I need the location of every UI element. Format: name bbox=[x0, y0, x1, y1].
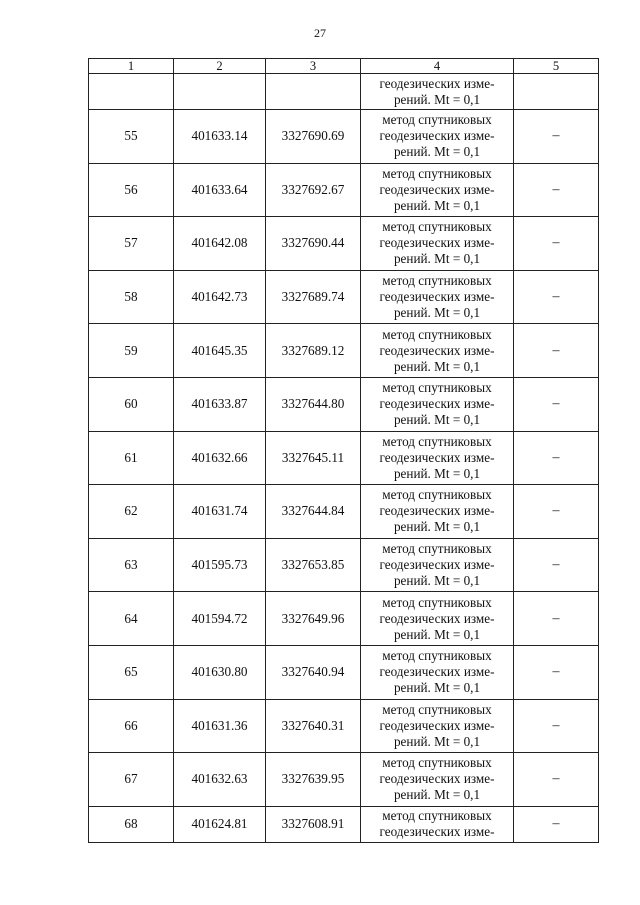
cell-col5: – bbox=[514, 431, 599, 485]
description-line: рений. Mt = 0,1 bbox=[393, 626, 481, 642]
table-row bbox=[89, 806, 599, 842]
cell-description bbox=[361, 806, 514, 842]
cell-col5: – bbox=[514, 645, 599, 699]
cell-number: 68 bbox=[89, 806, 174, 842]
cell-y: 3327690.69 bbox=[266, 110, 361, 164]
description-line: геодезических изме- bbox=[379, 824, 495, 840]
table-row bbox=[89, 753, 599, 807]
cell-col5: – bbox=[514, 217, 599, 271]
description-line: метод спутниковых bbox=[382, 594, 492, 610]
table-row bbox=[89, 699, 599, 753]
cell-y: 3327640.94 bbox=[266, 645, 361, 699]
description-line: рений. Mt = 0,1 bbox=[393, 358, 481, 374]
table-row bbox=[89, 485, 599, 539]
cell-y: 3327690.44 bbox=[266, 217, 361, 271]
column-header: 3 bbox=[266, 59, 361, 74]
cell-x: 401642.08 bbox=[174, 217, 266, 271]
continuation-row bbox=[89, 74, 599, 110]
description-line: рений. Mt = 0,1 bbox=[393, 733, 481, 749]
cell-x: 401633.14 bbox=[174, 110, 266, 164]
cell-x: 401595.73 bbox=[174, 538, 266, 592]
cell-description bbox=[361, 753, 514, 807]
coordinates-table bbox=[88, 58, 599, 843]
cell-number bbox=[89, 74, 174, 110]
table-row bbox=[89, 217, 599, 271]
description-line: геодезических изме- bbox=[379, 449, 495, 465]
cell-x: 401642.73 bbox=[174, 270, 266, 324]
cell-number: 62 bbox=[89, 485, 174, 539]
description-line: рений. Mt = 0,1 bbox=[393, 305, 481, 321]
description-line: геодезических изме- bbox=[379, 396, 495, 412]
description-line: геодезических изме- bbox=[379, 717, 495, 733]
description-line: рений. Mt = 0,1 bbox=[393, 787, 481, 803]
description-line: геодезических изме- bbox=[379, 75, 495, 91]
cell-number: 59 bbox=[89, 324, 174, 378]
description-line: геодезических изме- bbox=[379, 235, 495, 251]
cell-col5: – bbox=[514, 270, 599, 324]
cell-col5: – bbox=[514, 110, 599, 164]
cell-number: 57 bbox=[89, 217, 174, 271]
table-row bbox=[89, 431, 599, 485]
cell-number: 63 bbox=[89, 538, 174, 592]
table-row bbox=[89, 592, 599, 646]
description-line: метод спутниковых bbox=[382, 380, 492, 396]
column-header: 4 bbox=[361, 59, 514, 74]
cell-number: 58 bbox=[89, 270, 174, 324]
cell-y: 3327692.67 bbox=[266, 163, 361, 217]
cell-col5: – bbox=[514, 699, 599, 753]
description-line: геодезических изме- bbox=[379, 771, 495, 787]
column-header: 5 bbox=[514, 59, 599, 74]
description-line: метод спутниковых bbox=[382, 648, 492, 664]
description-line: рений. Mt = 0,1 bbox=[393, 144, 481, 160]
cell-y: 3327653.85 bbox=[266, 538, 361, 592]
cell-x bbox=[174, 74, 266, 110]
description-line: рений. Mt = 0,1 bbox=[393, 197, 481, 213]
cell-description bbox=[361, 699, 514, 753]
table-row bbox=[89, 163, 599, 217]
cell-x: 401632.66 bbox=[174, 431, 266, 485]
cell-number: 64 bbox=[89, 592, 174, 646]
description-line: метод спутниковых bbox=[382, 755, 492, 771]
description-line: метод спутниковых bbox=[382, 112, 492, 128]
cell-y: 3327689.12 bbox=[266, 324, 361, 378]
description-line: геодезических изме- bbox=[379, 557, 495, 573]
cell-col5: – bbox=[514, 163, 599, 217]
cell-y: 3327608.91 bbox=[266, 806, 361, 842]
cell-description bbox=[361, 645, 514, 699]
cell-description bbox=[361, 324, 514, 378]
cell-y: 3327639.95 bbox=[266, 753, 361, 807]
cell-number: 61 bbox=[89, 431, 174, 485]
cell-col5: – bbox=[514, 538, 599, 592]
cell-y: 3327644.80 bbox=[266, 377, 361, 431]
cell-number: 65 bbox=[89, 645, 174, 699]
cell-x: 401632.63 bbox=[174, 753, 266, 807]
cell-col5: – bbox=[514, 324, 599, 378]
cell-y: 3327640.31 bbox=[266, 699, 361, 753]
table-row bbox=[89, 324, 599, 378]
page-number: 27 bbox=[314, 26, 326, 40]
description-line: геодезических изме- bbox=[379, 181, 495, 197]
description-line: рений. Mt = 0,1 bbox=[393, 680, 481, 696]
description-line: метод спутниковых bbox=[382, 273, 492, 289]
cell-x: 401633.64 bbox=[174, 163, 266, 217]
cell-number: 67 bbox=[89, 753, 174, 807]
description-line: рений. Mt = 0,1 bbox=[393, 573, 481, 589]
column-header: 1 bbox=[89, 59, 174, 74]
description-line: геодезических изме- bbox=[379, 503, 495, 519]
cell-col5: – bbox=[514, 592, 599, 646]
cell-y: 3327689.74 bbox=[266, 270, 361, 324]
description-line: метод спутниковых bbox=[382, 701, 492, 717]
description-line: геодезических изме- bbox=[379, 289, 495, 305]
cell-number: 66 bbox=[89, 699, 174, 753]
cell-x: 401645.35 bbox=[174, 324, 266, 378]
cell-x: 401633.87 bbox=[174, 377, 266, 431]
table-row bbox=[89, 538, 599, 592]
table-row bbox=[89, 110, 599, 164]
cell-x: 401630.80 bbox=[174, 645, 266, 699]
description-line: метод спутниковых bbox=[382, 165, 492, 181]
cell-x: 401594.72 bbox=[174, 592, 266, 646]
cell-description bbox=[361, 163, 514, 217]
description-line: геодезических изме- bbox=[379, 664, 495, 680]
cell-col5: – bbox=[514, 485, 599, 539]
cell-description bbox=[361, 431, 514, 485]
cell-x: 401631.74 bbox=[174, 485, 266, 539]
cell-y: 3327649.96 bbox=[266, 592, 361, 646]
table-header-row bbox=[89, 59, 599, 74]
description-line: метод спутниковых bbox=[382, 326, 492, 342]
description-line: рений. Mt = 0,1 bbox=[393, 251, 481, 267]
description-line: рений. Mt = 0,1 bbox=[393, 91, 481, 107]
cell-description bbox=[361, 377, 514, 431]
description-line: метод спутниковых bbox=[382, 487, 492, 503]
table-row bbox=[89, 377, 599, 431]
column-header: 2 bbox=[174, 59, 266, 74]
description-line: геодезических изме- bbox=[379, 342, 495, 358]
cell-y bbox=[266, 74, 361, 110]
cell-description bbox=[361, 538, 514, 592]
cell-description bbox=[361, 110, 514, 164]
description-line: геодезических изме- bbox=[379, 128, 495, 144]
cell-number: 56 bbox=[89, 163, 174, 217]
cell-y: 3327644.84 bbox=[266, 485, 361, 539]
cell-description bbox=[361, 485, 514, 539]
description-line: рений. Mt = 0,1 bbox=[393, 519, 481, 535]
description-line: геодезических изме- bbox=[379, 610, 495, 626]
cell-description bbox=[361, 74, 514, 110]
cell-description bbox=[361, 592, 514, 646]
cell-x: 401631.36 bbox=[174, 699, 266, 753]
cell-number: 60 bbox=[89, 377, 174, 431]
table-row bbox=[89, 270, 599, 324]
cell-description bbox=[361, 270, 514, 324]
description-line: метод спутниковых bbox=[382, 433, 492, 449]
description-line: рений. Mt = 0,1 bbox=[393, 412, 481, 428]
cell-col5: – bbox=[514, 753, 599, 807]
cell-number: 55 bbox=[89, 110, 174, 164]
cell-description bbox=[361, 217, 514, 271]
cell-x: 401624.81 bbox=[174, 806, 266, 842]
description-line: метод спутниковых bbox=[382, 808, 492, 824]
table-row bbox=[89, 645, 599, 699]
cell-col5: – bbox=[514, 377, 599, 431]
description-line: рений. Mt = 0,1 bbox=[393, 465, 481, 481]
description-line: метод спутниковых bbox=[382, 219, 492, 235]
cell-col5: – bbox=[514, 806, 599, 842]
description-line: метод спутниковых bbox=[382, 541, 492, 557]
cell-col5 bbox=[514, 74, 599, 110]
cell-y: 3327645.11 bbox=[266, 431, 361, 485]
